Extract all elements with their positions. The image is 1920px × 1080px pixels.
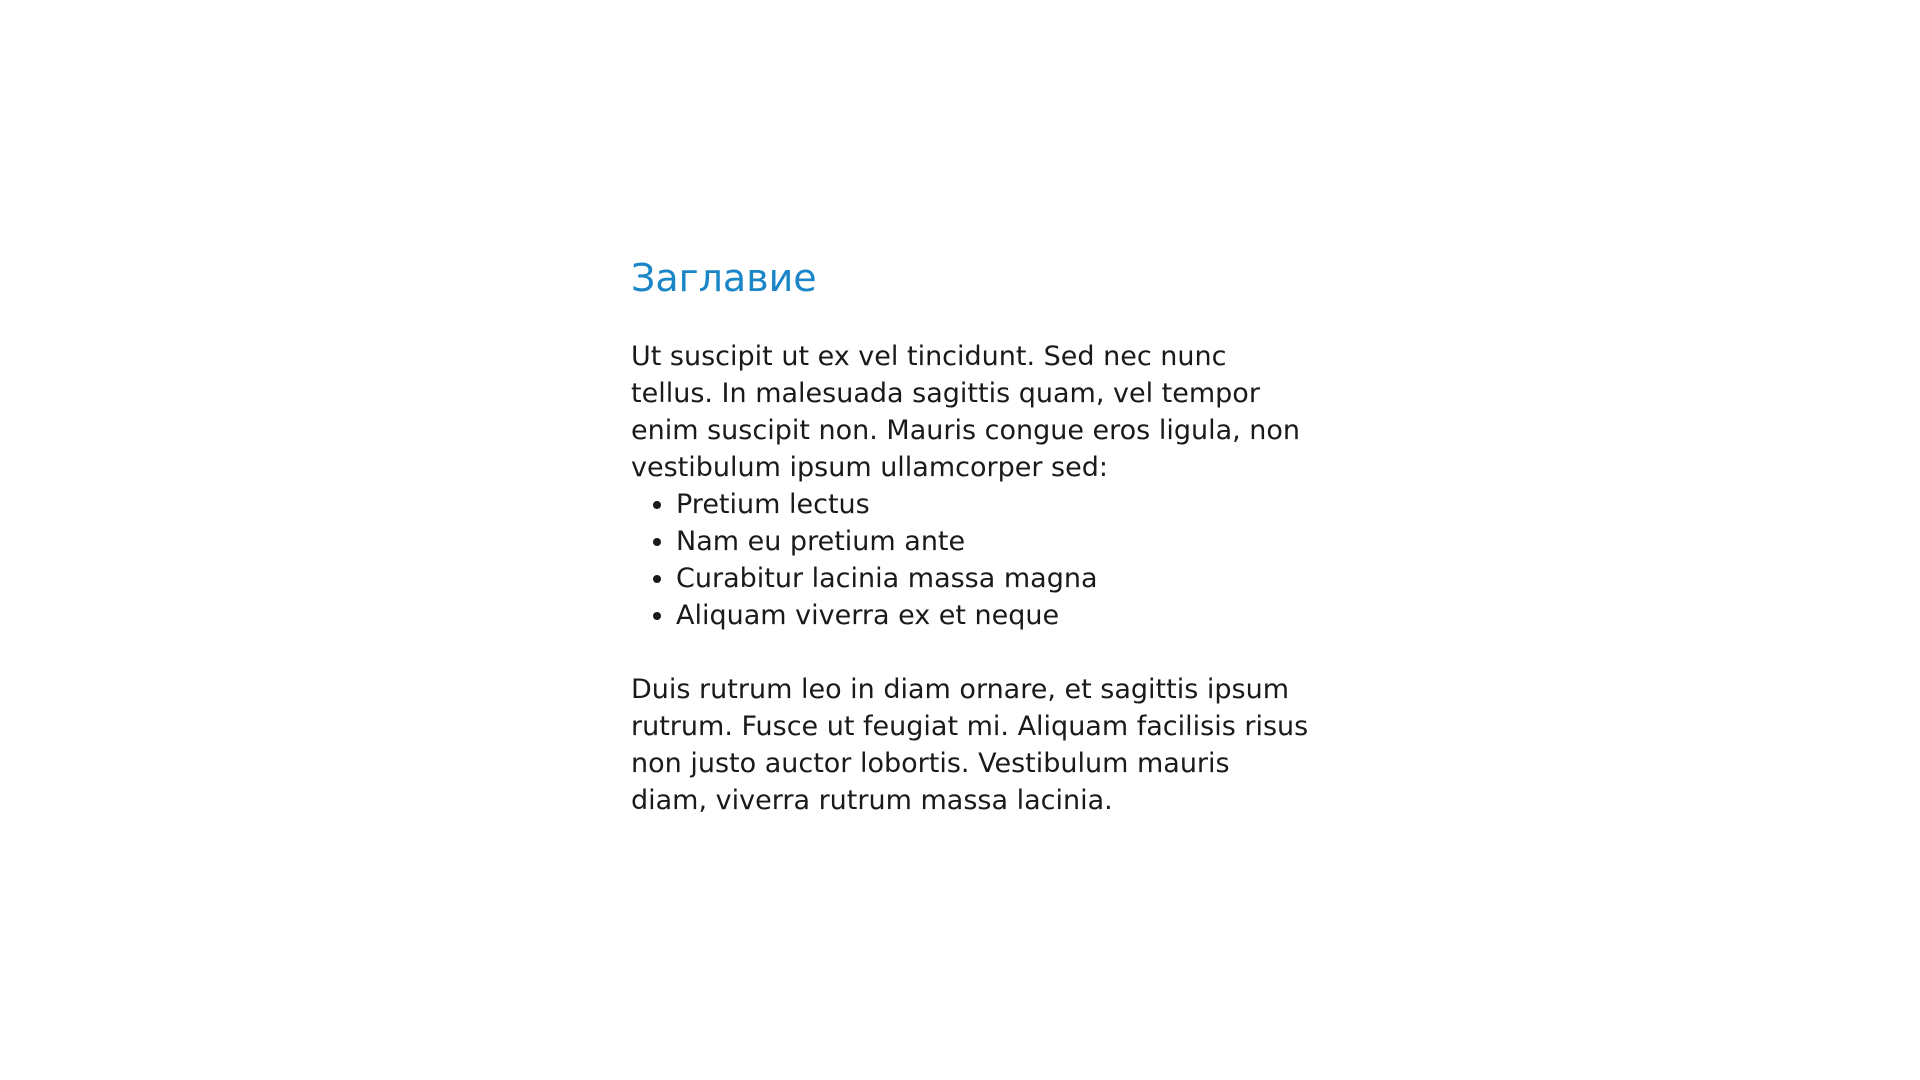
- list-item: • Nam eu pretium ante: [676, 523, 1311, 560]
- list-item: • Curabitur lacinia massa magna: [676, 560, 1311, 597]
- bullet-list: [631, 486, 1311, 634]
- document-body: [631, 254, 1311, 819]
- closing-paragraph: Duis rutrum leo in diam ornare, et sagittis ipsum rutrum. Fusce ut feugiat mi. Aliquam facilisis risus non justo auctor lobortis. Vestibulum mauris diam, viverra rutrum massa lacinia.: [631, 674, 1309, 816]
- list-item: • Pretium lectus: [676, 486, 1311, 523]
- document-title: Заглавие: [631, 256, 817, 300]
- intro-paragraph: Ut suscipit ut ex vel tincidunt. Sed nec nunc tellus. In malesuada sagittis quam, vel tempor enim suscipit non. Mauris congue eros ligula, non vestibulum ipsum ullamcorper sed:: [631, 341, 1301, 483]
- list-item: • Aliquam viverra ex et neque: [676, 597, 1311, 634]
